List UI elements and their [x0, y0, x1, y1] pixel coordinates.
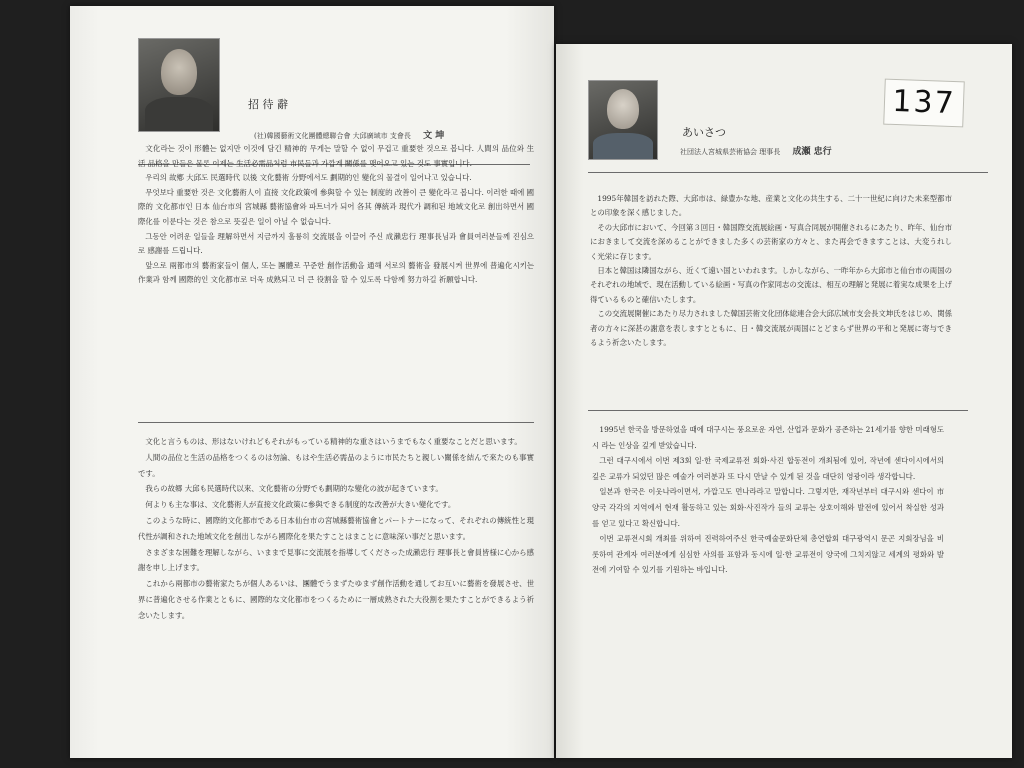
paragraph: 1995年韓国を訪れた際、大邱市は、緑豊かな地、産業と文化の共生する、二十一世紀に向けた未来型都市との印象を深く感じました。 [590, 194, 952, 218]
left-korean-text [138, 142, 534, 288]
paragraph: この交流展開催にあたり尽力されました韓国芸術文化団体総連合会大邱広域市支会長文坤氏をはじめ、関係者の方々に深甚の謝意を表しますとともに、日・韓交流展が両国にとどまらず世界の平和と発展に寄与できるよう祈念いたします。 [590, 309, 952, 348]
paragraph: 1995년 한국을 방문하였을 때에 대구시는 풍요로운 자연, 산업과 문화가 공존하는 21세기를 향한 미래형도시 라는 인상을 깊게 받았습니다. [592, 425, 944, 450]
portrait-photo-right [588, 80, 658, 160]
left-japanese-text [138, 434, 534, 624]
page-number-tag: 137 [883, 79, 965, 128]
paragraph: 앞으로 兩都市의 藝術家들이 個人, 또는 團體로 꾸준한 創作活動을 通해 서로의 藝術을 發展시켜 世界에 普遍化시키는 作業과 함께 國際的인 文化都市로 더욱 成熟되고 더 큰 役割을 할 수 있도록 다함께 努力하길 祈願합니다. [138, 260, 534, 285]
paragraph: 文化라는 것이 形體는 없지만 이것에 담긴 精神的 무게는 말할 수 없이 무겁고 重要한 것으로 봅니다. 人間의 品位와 生活 品格을 만들은 물론 이제는 生活必需品처럼 市民들과 가깝게 關係를 맺어오고 있는 것도 事實입니다. [138, 144, 534, 168]
right-byline-org: 社団法人宮城県芸術協会 理事長 [680, 148, 781, 156]
left-mid-rule [138, 422, 534, 423]
paragraph: 그동안 어려운 일들을 理解하면서 지금까지 훌륭히 交流展을 이끌어 주신 成瀨忠行 理事長님과 會員여러분들께 진심으로 感謝를 드립니다. [138, 231, 534, 256]
paragraph: さまざまな困難を理解しながら、いままで見事に交流展を指導してくださった成瀨忠行 理事長と會員皆様に心から感謝を申し上げます。 [138, 547, 534, 573]
paragraph: 何よりも主な事は、文化藝術人が直接文化政策に參與できる制度的な改善が大きい變化です。 [145, 500, 456, 510]
right-byline [680, 144, 832, 157]
left-byline-name: 文 坤 [423, 131, 445, 141]
paragraph: このような時に、國際的文化都市である日本仙台市の宮城縣藝術協會とパートナーになって、それぞれの傳統性と現代性が調和された地域文化を創出しながら國際化を果たすことはまことに意味深い事だと思います。 [138, 515, 534, 541]
right-byline-name: 成瀬 忠行 [792, 147, 832, 157]
paragraph: 우리의 故鄕 大邱도 民選時代 以後 文化藝術 分野에서도 劃期的인 變化의 물결이 일어나고 있습니다. [145, 173, 472, 183]
right-heading: あいさつ [682, 126, 726, 139]
paragraph: 무엇보다 重要한 것은 文化藝術人이 直接 文化政策에 參與할 수 있는 制度的 改善이 큰 變化라고 봅니다. 이러한 때에 國際的 文化都市인 日本 仙台市의 宮城縣 藝術協會와 파트너가 되어 各其 傳統과 現代가 調和된 地域文化로 創出하면서 國際化를 이룬다는 것은 참으로 뜻깊은 일이 아닐 수 없습니다. [138, 187, 534, 226]
portrait-photo-left [138, 38, 220, 132]
left-page [70, 6, 554, 758]
paragraph: 日本と韓国は隣国ながら、近くて遠い国といわれます。しかしながら、一昨年から大邱市と仙台市の両国のそれぞれの地域で、現在活動している絵画・写真の作家同志の交流は、相互の理解と発展に着実な成果を上げ得ているものと確信いたします。 [590, 266, 952, 304]
paragraph: 文化と言うものは、形はないけれどもそれがもっている精神的な重さはいうまでもなく重要なことだと思います。 [145, 437, 522, 446]
right-japanese-text [590, 192, 952, 350]
right-korean-text [592, 422, 944, 578]
paragraph: 그런 대구시에서 이번 제3회 일·한 국제교류전 회화·사진 합동전이 개최됨에 있어, 작년에 센다이시에서의 깊은 교류가 되었던 많은 예술가 여러분과 또 다시 만날 수 있게 된 것을 대단히 영광이라 생각합니다. [592, 456, 944, 481]
left-heading: 招 待 辭 [248, 98, 288, 111]
right-page [556, 44, 1012, 758]
right-top-rule [588, 172, 988, 173]
right-mid-rule [588, 410, 968, 411]
paragraph: 일본과 한국은 이웃나라이면서, 가깝고도 먼나라라고 말합니다. 그렇지만, 재작년부터 대구시와 센다이 市 양국 각각의 지역에서 현재 활동하고 있는 회화·사진작가 들의 교류는 상호이해와 발전에 있어서 착실한 성과를 얻고 있다고 확신합니다. [592, 487, 944, 528]
paragraph: 我らの故郷 大邱も民選時代以來、文化藝術の分野でも劃期的な變化の波が起きています。 [145, 484, 443, 494]
paragraph: その大邱市において、今回第３回日・韓国際交流展絵画・写真合同展が開催されるにあたり、昨年、仙台市におきまして交流を深めることができました多くの芸術家の方々と、また再会できますことは、大変うれしく光栄に存じます。 [590, 222, 952, 261]
left-byline [254, 128, 444, 141]
paragraph: 이번 교류전시회 개최를 위하여 진력하여주신 한국예술문화단체 총연합회 대구광역시 문곤 지회장님을 비롯하여 관계자 여러분에게 심심한 사의를 표함과 동시에 일·한 교류전이 양국에 그치지않고 세계의 평화와 발전에 기여할 수 있기를 기원하는 바입니다. [592, 534, 944, 575]
paragraph: 人間の品位と生活の品格をつくるのは勿論、もはや生活必需品のように市民たちと親しい關係を結んで來たのも事實です。 [138, 452, 534, 478]
paragraph: これから兩都市の藝術家たちが個人あるいは、團體でうまずたゆまず創作活動を通してお互いに藝術を發展させ、世界に普遍化させる作業とともに、國際的な文化都市をつくるために一層成熟された大役割を果たすことができるよう祈念いたします。 [138, 579, 534, 620]
left-byline-org: (社)韓國藝術文化團體總聯合會 大邱廣域市 支會長 [254, 132, 411, 140]
